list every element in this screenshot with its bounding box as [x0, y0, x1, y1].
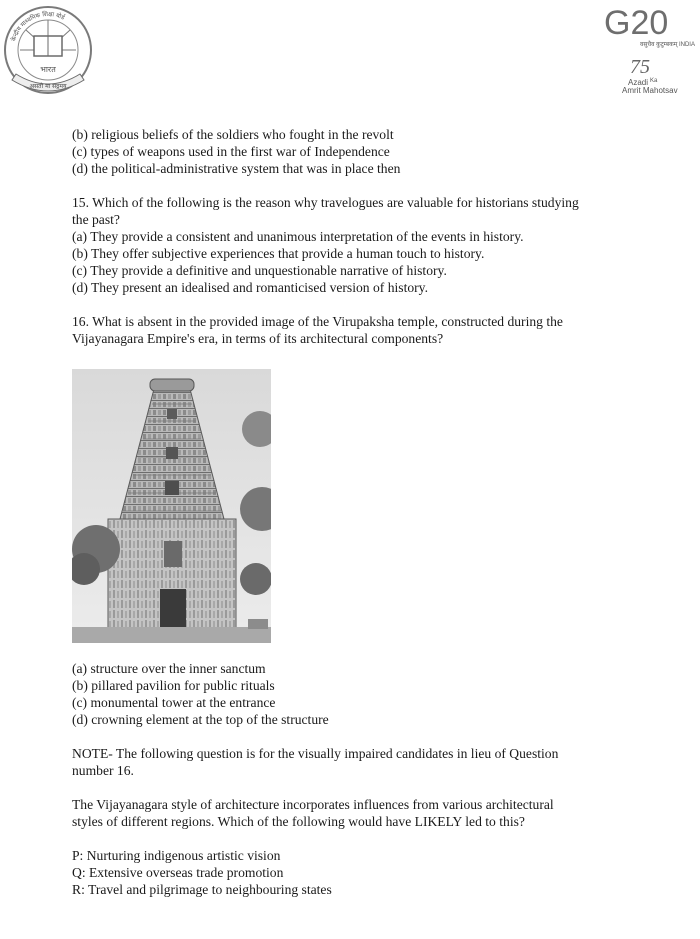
azadi-line2: Amrit Mahotsav	[622, 86, 678, 95]
vi-question-line1: The Vijayanagara style of architecture incorporates influences from various architectural	[72, 797, 554, 812]
q14-option-b: (b) religious beliefs of the soldiers who fought in the revolt	[72, 127, 394, 142]
logo-arc-text: केन्द्रीय माध्यमिक शिक्षा बोर्ड	[10, 10, 66, 43]
logo-center-text: भारत	[40, 65, 56, 74]
note-line1: NOTE- The following question is for the visually impaired candidates in lieu of Question	[72, 746, 559, 761]
note-visually-impaired	[72, 745, 632, 779]
statement-q: Q: Extensive overseas trade promotion	[72, 865, 284, 880]
g20-azadi-logo	[600, 4, 698, 100]
q14-option-d: (d) the political-administrative system that was in place then	[72, 161, 401, 176]
cbse-logo	[2, 2, 98, 102]
q15-option-b: (b) They offer subjective experiences that provide a human touch to history.	[72, 246, 485, 261]
vi-question-line2: styles of different regions. Which of the following would have LIKELY led to this?	[72, 814, 525, 829]
q15-stem-line2: the past?	[72, 212, 120, 227]
q16-option-a: (a) structure over the inner sanctum	[72, 661, 266, 676]
q15-option-a: (a) They provide a consistent and unanimous interpretation of the events in history.	[72, 229, 524, 244]
q15-option-d: (d) They present an idealised and romanticised version of history.	[72, 280, 428, 295]
azadi-line1: Azadi	[628, 78, 649, 87]
q14-option-c: (c) types of weapons used in the first war of Independence	[72, 144, 390, 159]
logo-motto: असतो मा सद्गमय	[29, 83, 67, 90]
question-paper-body	[72, 126, 632, 347]
statement-r: R: Travel and pilgrimage to neighbouring states	[72, 882, 332, 897]
q16-stem-line2: Vijayanagara Empire's era, in terms of its architectural components?	[72, 331, 444, 346]
g20-tagline: वसुधैव कुटुम्बकम् INDIA	[640, 42, 695, 48]
q14-options	[72, 126, 632, 177]
vi-statements	[72, 847, 632, 898]
azadi-number: 75	[630, 56, 650, 78]
question-16	[72, 313, 632, 347]
g20-logo-text: G20	[604, 4, 669, 42]
azadi-ka: Ka	[650, 78, 658, 84]
q16-stem-line1: 16. What is absent in the provided image of the Virupaksha temple, constructed during the	[72, 314, 563, 329]
question-15	[72, 194, 632, 296]
virupaksha-temple-photo	[72, 369, 271, 643]
q15-option-c: (c) They provide a definitive and unquestionable narrative of history.	[72, 263, 447, 278]
q16-options	[72, 660, 632, 728]
q16-option-c: (c) monumental tower at the entrance	[72, 695, 276, 710]
q16-option-d: (d) crowning element at the top of the structure	[72, 712, 329, 727]
note-line2: number 16.	[72, 763, 134, 778]
question-16-options-and-note	[72, 660, 632, 898]
azadi-ka-amrit-mahotsav-logo	[622, 56, 698, 100]
statement-p: P: Nurturing indigenous artistic vision	[72, 848, 281, 863]
vi-question	[72, 796, 632, 830]
q16-option-b: (b) pillared pavilion for public rituals	[72, 678, 275, 693]
q15-stem-line1: 15. Which of the following is the reason why travelogues are valuable for historians studying	[72, 195, 579, 210]
